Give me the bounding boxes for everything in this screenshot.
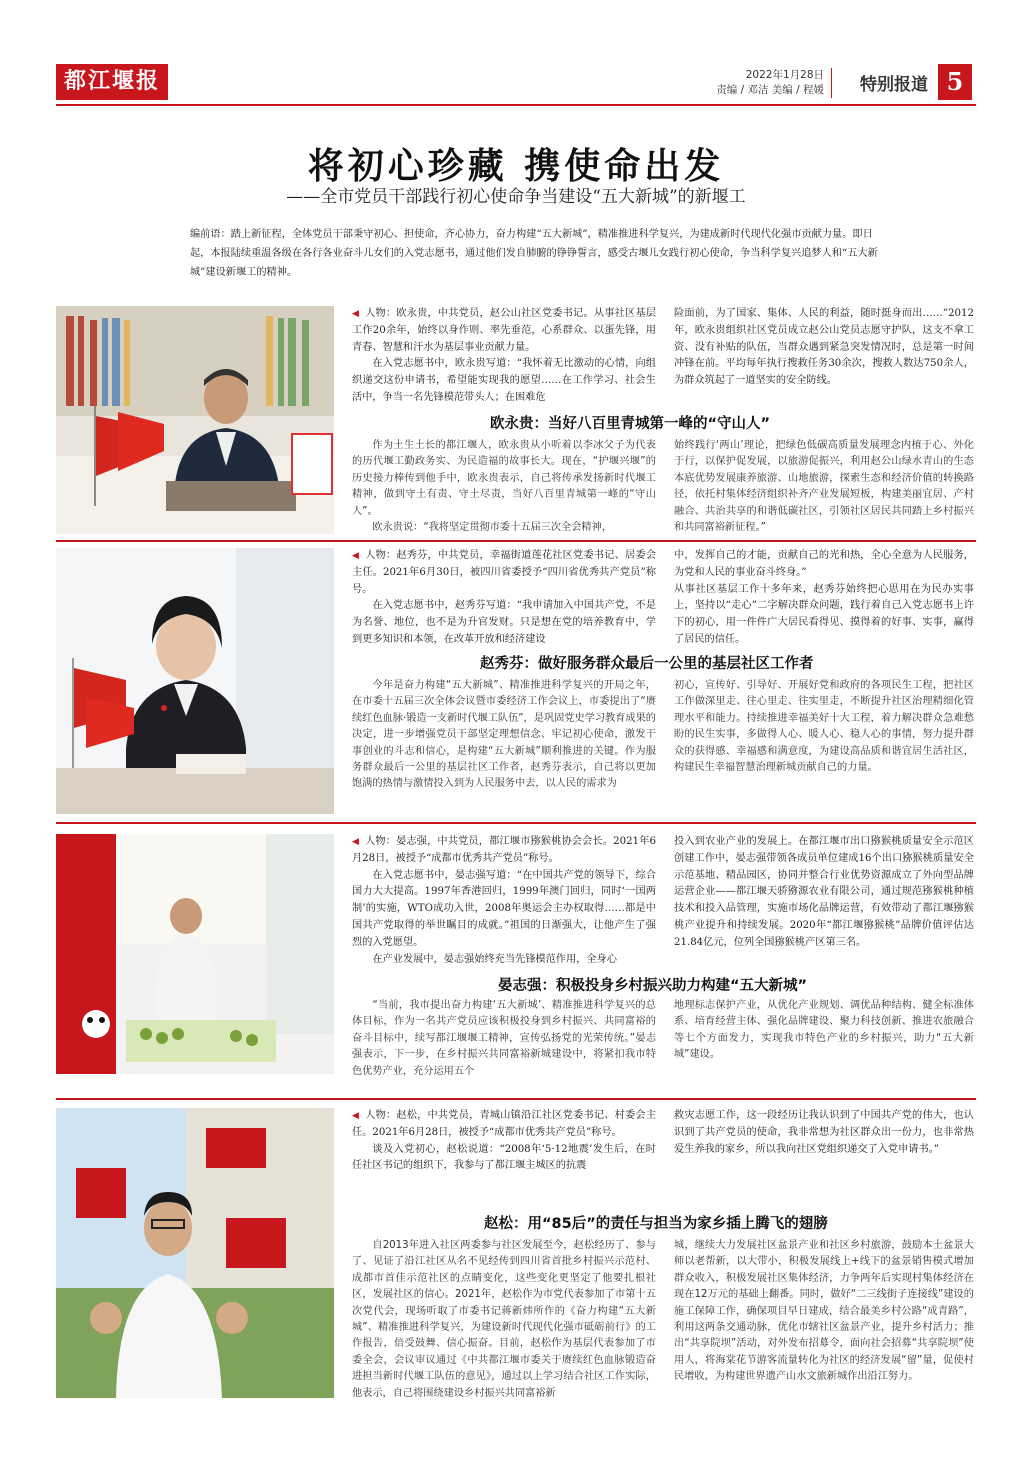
section-divider <box>56 1098 976 1100</box>
editors-line: 责编 / 邓洁 美编 / 程媛 <box>716 84 824 96</box>
masthead-rule <box>56 104 976 106</box>
masthead <box>56 64 976 104</box>
intro-para-1: ◀ 人物：赵秀芬，中共党员，幸福街道莲花社区党委书记、居委会主任。2021年6月30日，被四川省委授予“四川省优秀共产党员”称号。 <box>352 550 657 595</box>
story-body-right <box>674 438 974 536</box>
story-zhao-song <box>56 1108 976 1444</box>
story-body-right <box>674 678 974 776</box>
intro-para-2: 在入党志愿书中，赵秀芬写道：“我申请加入中国共产党，不是为名誉、地位，也不是为升官发财。只是想在党的培养教育中，学到更多知识和本领，在改革开放和经济建设 <box>352 600 656 645</box>
story-ou-yonggui <box>56 306 976 538</box>
sub-headline: ——全市党员干部践行初心使命争当建设“五大新城”的新堰工 <box>286 187 746 207</box>
section-divider <box>56 822 976 824</box>
body-para: 初心，宣传好、引导好、开展好党和政府的各项民生工程，把社区工作做深里走、往心里走、往实里走，不断提升社区治理精细化管理水平和能力。持续推进幸福美好十大工程，着力解决群众急难愁盼的民生实事，多做得人心、暖人心、稳人心的事情，努力提升群众的获得感、幸福感和满意度，为建设高品质和谐宜居生活社区，构建民生幸福智慧治理新城贡献自己的力量。 <box>674 680 974 774</box>
main-headline: 将初心珍藏 携使命出发 <box>307 146 725 187</box>
body-para: 今年是奋力构建“五大新城”、精准推进科学复兴的开局之年，在市委十五届三次全体会议暨市委经济工作会议上，市委提出了“赓续红色血脉·锻造一支新时代堰工队伍”，是巩固党史学习教育成果的决定，进一步增强党员干部坚定理想信念、牢记初心使命，激发干事创业的斗志和信心，是构建“五大新城”顺利推进的关键。作为服务群众最后一公里的基层社区工作者，赵秀芬表示，自己将以更加饱满的热情与激情投入到为人民服务中去，以人民的需求为 <box>352 680 656 790</box>
story-intro <box>352 548 656 649</box>
story-intro-right: 投入到农业产业的发展上。在都江堰市出口猕猴桃质量安全示范区创建工作中，晏志强带领各成员单位建成16个出口猕猴桃质量安全示范基地、精品园区，协同并整合行业优势资源成立了外向型品牌运营企业——都江堰天骄猕源农业有限公司，通过规范猕猴桃种植技术和投入品管理，实施市场化品牌运营，有效带动了都江堰猕猴桃产业提升和持续发展。2020年“都江堰猕猴桃”品牌价值评估达21.84亿元，位列全国猕猴桃产区第三名。 <box>674 836 974 948</box>
triangle-marker-icon: ◀ <box>352 551 360 561</box>
masthead-divider <box>831 68 832 98</box>
triangle-marker-icon: ◀ <box>352 309 360 319</box>
body-para: 欧永贵说：“我将坚定贯彻市委十五届三次全会精神， <box>372 522 612 534</box>
story-body-right <box>674 998 974 1064</box>
intro-para-2: 在入党志愿书中，晏志强写道：“在中国共产党的领导下，综合国力大大提高。1997年香港回归，1999年澳门回归，同时‘一国两制’的实施，WTO成功入世，2008年奥运会主办权取得……都是中国共产党取得的举世瞩目的成就。”祖国的日渐强大，让他产生了强烈的入党愿望。 <box>352 869 656 948</box>
intro-para-3: 在产业发展中，晏志强始终充当先锋模范作用，全身心 <box>372 953 617 965</box>
triangle-marker-icon: ◀ <box>352 1111 360 1121</box>
story-body-left <box>352 1238 656 1402</box>
story-intro-right: 中，发挥自己的才能，贡献自己的光和热，全心全意为人民服务，为党和人民的事业奋斗终身。” 从事社区基层工作十多年来，赵秀芬始终把心思用在为民办实事上，坚持以“走心”二字解决群众问题，践行着自己入党志愿书上许下的初心，用一件件广大居民看得见、摸得着的好事、实事，赢得了居民的信任。 <box>674 550 974 645</box>
page-number: 5 <box>938 64 972 100</box>
triangle-marker-icon: ◀ <box>352 837 360 847</box>
editor-note: 编前语：踏上新征程，全体党员干部秉守初心、担使命，齐心协力，奋力构建“五大新城”，精准推进科学复兴，为建成新时代现代化强市贡献力量。即日起，本报陆续重温各级在各行各业奋斗儿女们的入党志愿书，通过他们发自肺腑的铮铮誓言，感受古堰儿女践行初心使命，争当科学复兴追梦人和“五大新城”建设新堰工的精神。 <box>190 229 878 278</box>
portrait-photo <box>56 834 334 1074</box>
story-title: 赵秀芬：做好服务群众最后一公里的基层社区工作者 <box>480 656 814 672</box>
story-title: 晏志强：积极投身乡村振兴助力构建“五大新城” <box>498 978 808 994</box>
newspaper-logo: 都江堰报 <box>56 64 168 100</box>
issue-info <box>716 68 824 98</box>
issue-date: 2022年1月28日 <box>745 69 824 81</box>
story-zhao-xiufen <box>56 548 976 814</box>
body-para: 地理标志保护产业，从优化产业规划、调优品种结构、健全标准体系、培育经营主体、强化品牌建设、聚力科技创新、推进农旅融合等七个方面发力，实现我市特色产业的乡村振兴，助力“五大新城”建设。 <box>674 1000 974 1061</box>
story-intro-right: 险面前，为了国家、集体、人民的利益，随时挺身而出……”2012年，欧永贵组织社区党员成立赵公山党员志愿守护队，这支不拿工资、没有补贴的队伍，当群众遇到紧急突发情况时，总是第一时间冲锋在前。平均每年执行搜救任务30余次，搜救人数达750余人，为群众筑起了一道坚实的安全防线。 <box>674 308 974 387</box>
body-para: 自2013年进入社区两委参与社区发展至今，赵松经历了、参与了、见证了沿江社区从名不见经传到四川省首批乡村振兴示范村、成都市首佳示范社区的点睛变化，这些变化更坚定了他要扎根社区，发展社区的信心。2021年，赵松作为市党代表参加了市第十五次党代会，现场听取了市委书记蒋新炜所作的《奋力构建“五大新城”、精准推进科学复兴，为建设新时代现代化强市砥砺前行》的工作报告，倍受鼓舞、信心振奋。目前，赵松作为基层代表参加了市委全会，会议审议通过《中共都江堰市委关于赓续红色血脉锻造奋进担当新时代堰工队伍的意见》，通过以上学习结合社区工作实际，他表示，自己将围绕建设乡村振兴共同富裕新 <box>352 1240 656 1399</box>
story-body-left <box>352 678 656 793</box>
story-body-right <box>674 1238 974 1386</box>
body-para: 城，继续大力发展社区盆景产业和社区乡村旅游，鼓励本土盆景大师以老帮新，以大带小，积极发展线上+线下的盆景销售模式增加群众收入，积极发展社区集体经济，力争两年后实现村集体经济在现在12万元的基础上翻番。同时，做好“二三线街子连接线”建设的施工保障工作，确保项目早日建成，结合最美乡村公路“成青路”，利用这两条交通动脉，优化市辖社区盆景产业，提升乡村活力；推出“共享院坝”活动，对外发布招募令，面向社会招募“共享院坝”使用人，将海棠花节游客流量转化为社区的经济发展“留”量，促使村民增收，为构建世界遗产山水文旅新城作出沿江努力。 <box>674 1240 974 1383</box>
intro-para-2: 在入党志愿书中，欧永贵写道：“我怀着无比激动的心情，向组织递交这份申请书，希望能实现我的愿望……在工作学习、社会生活中，争当一名先锋模范带头人；在困难危 <box>352 358 656 403</box>
story-yan-zhiqiang <box>56 834 976 1077</box>
story-intro <box>352 834 656 968</box>
section-divider <box>56 540 976 542</box>
intro-para-2: 谈及入党初心，赵松说道：“2008年‘5·12地震’发生后，在时任社区书记的组织下，我参与了都江堰主城区的抗震 <box>352 1143 656 1172</box>
body-para: “当前，我市提出奋力构建‘五大新城’、精准推进科学复兴的总体目标，作为一名共产党员应该积极投身到乡村振兴、共同富裕的奋斗目标中，续写都江堰堰工精神，宣传弘扬党的光荣传统。”晏志强表示，下一步，在乡村振兴共同富裕新城建设中，将紧扣我市特色优势产业，充分运用五个 <box>352 1000 656 1077</box>
story-body-left <box>352 438 656 536</box>
intro-para-1: ◀ 人物：赵松，中共党员，青城山镇沿江社区党委书记、村委会主任。2021年6月28日，被授予“成都市优秀共产党员”称号。 <box>352 1110 657 1138</box>
story-title: 赵松：用“85后”的责任与担当为家乡插上腾飞的翅膀 <box>484 1216 828 1232</box>
portrait-photo <box>56 306 334 534</box>
story-intro-right: 救灾志愿工作，这一段经历让我认识到了中国共产党的伟大，也认识到了共产党员的使命，我非常想为社区群众出一份力，也非常热爱生养我的家乡，所以我向社区党组织递交了入党申请书。” <box>674 1110 974 1155</box>
story-intro <box>352 1108 656 1175</box>
portrait-photo <box>56 1108 334 1398</box>
body-para: 作为土生土长的都江堰人，欧永贵从小听着以李冰父子为代表的历代堰工勤政务实、为民造福的故事长大。现在，“护堰兴堰”的历史接力棒传到他手中，欧永贵表示，自己将传承发扬新时代堰工精神，做到守土有责、守土尽责，当好八百里青城第一峰的“守山人”。 <box>352 440 656 517</box>
section-name: 特别报道 <box>860 75 928 95</box>
portrait-photo <box>56 548 334 814</box>
body-para: 始终践行‘两山’理论，把绿色低碳高质量发展理念内植于心、外化于行，以保护促发展，以旅游促振兴，利用赵公山绿水青山的生态本底优势发展康养旅游、山地旅游，探索生态和经济价值的转换路径，依托村集体经济组织补齐产业发展短板，构建美丽宜居、产村融合、共治共享的和谐低碳社区，引领社区居民共同踏上乡村振兴和共同富裕新征程。” <box>674 440 974 534</box>
story-body-left <box>352 998 656 1080</box>
intro-para-1: ◀ 人物：欧永贵，中共党员，赵公山社区党委书记。从事社区基层工作20余年，始终以身作则、率先垂范，心系群众、以蛋先锋，用青春、智慧和汗水为基层事业贡献力量。 <box>352 308 657 353</box>
story-intro <box>352 306 656 407</box>
intro-para-1: ◀ 人物：晏志强，中共党员，都江堰市猕猴桃协会会长。2021年6月28日，被授予“成都市优秀共产党员”称号。 <box>352 836 657 864</box>
story-title: 欧永贵：当好八百里青城第一峰的“守山人” <box>490 416 771 432</box>
